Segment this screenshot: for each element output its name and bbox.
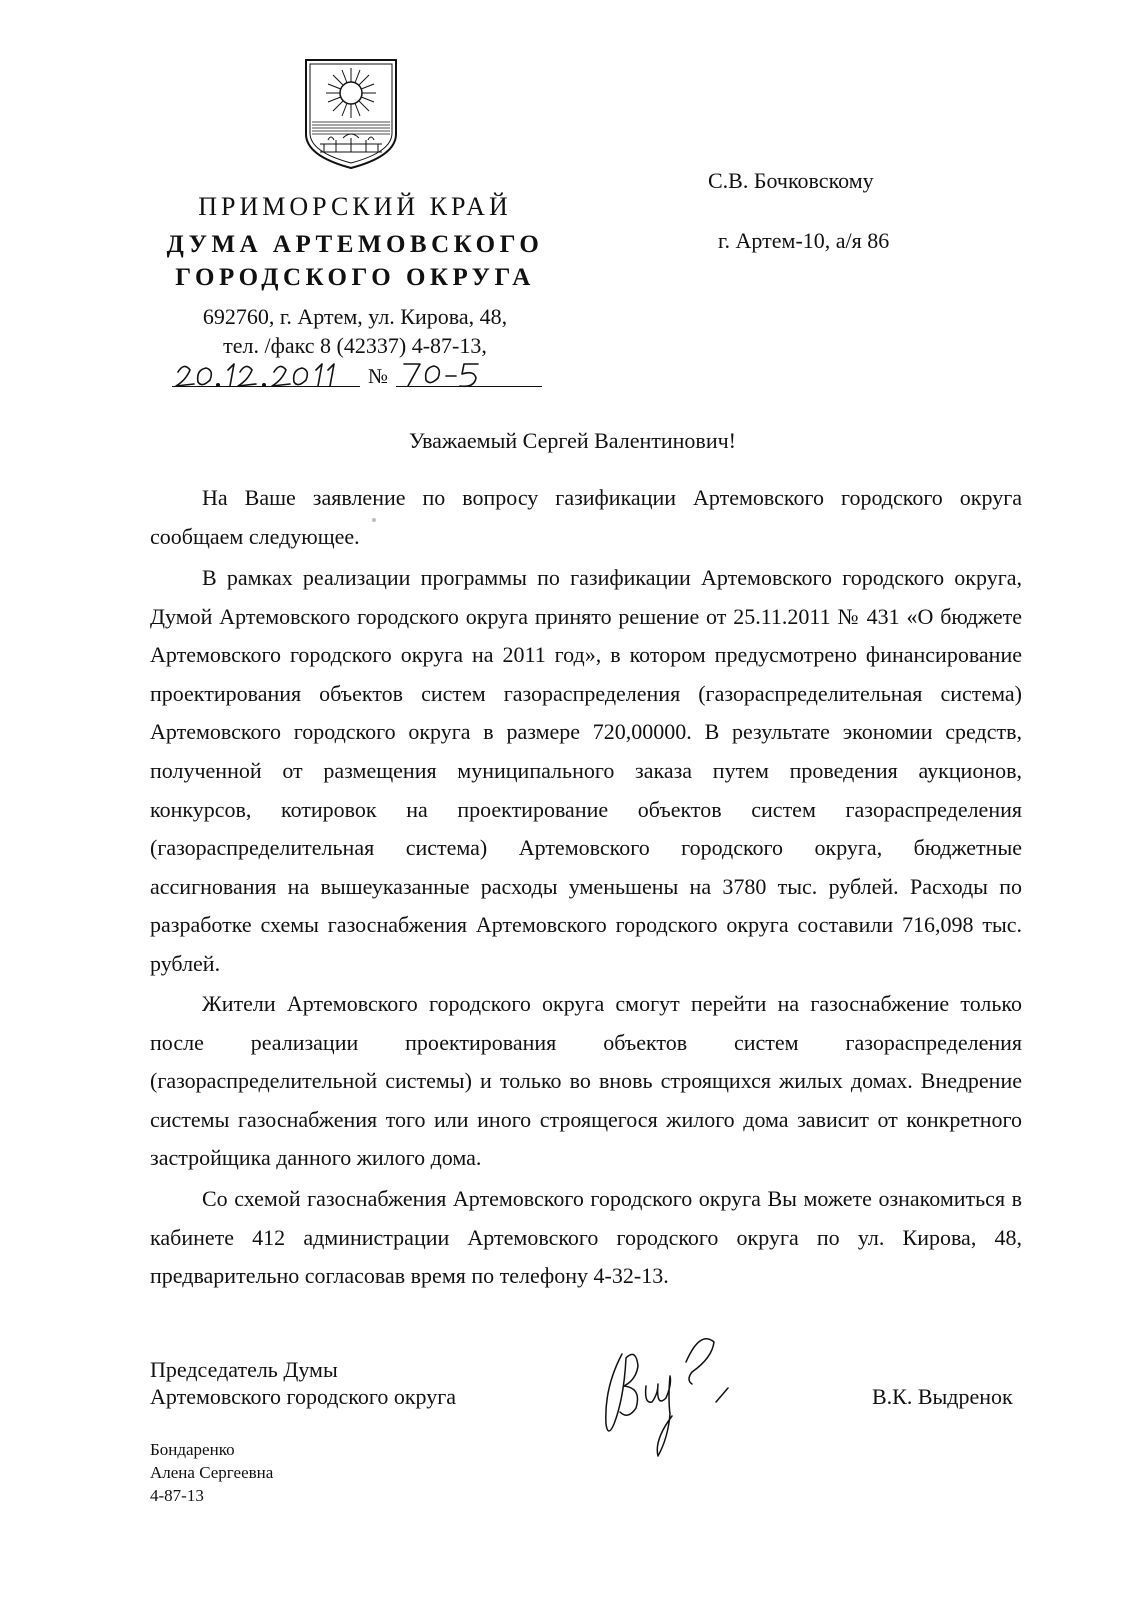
body-paragraph: На Ваше заявление по вопросу газификации Артемовского городского округа сообщаем следующее. bbox=[150, 485, 1022, 549]
number-sign: № bbox=[368, 364, 389, 388]
number-underline bbox=[396, 386, 542, 387]
executor-phone: 4-87-13 bbox=[150, 1486, 204, 1505]
coat-of-arms-icon bbox=[302, 56, 400, 172]
signatory-name: В.К. Выдренок bbox=[872, 1384, 1013, 1409]
salutation: Уважаемый Сергей Валентинович! bbox=[408, 428, 736, 453]
date-underline bbox=[172, 386, 360, 387]
body-paragraph: Жители Артемовского городского округа смогут перейти на газоснабжение только после реализации проектирования объектов систем газораспределения (газораспределительной системы) и только во вновь строящихся жилых домах. Внедрение системы газоснабжения того или иного строящегося жилого дома зависит от конкретного застройщика данного жилого дома. bbox=[150, 991, 1022, 1171]
organization-address: 692760, г. Артем, ул. Кирова, 48, bbox=[202, 304, 508, 329]
scan-speck bbox=[372, 518, 376, 522]
organization-name-line-1: ДУМА АРТЕМОВСКОГО bbox=[166, 231, 544, 258]
body-paragraph: В рамках реализации программы по газификации Артемовского городского округа, Думой Артемовского городского округа принято решение от 25.11.2011 № 431 «О бюджете Артемовского городского округа на 2011 год», в котором предусмотрено финансирование проектирования объектов систем газораспределения (газораспределительная система) Артемовского городского округа в размере 720,00000. В результате экономии средств, полученной от размещения муниципального заказа путем проведения аукционов, конкурсов, котировок на проектирование объектов систем газораспределения (газораспределительная система) Артемовского городского округа, бюджетные ассигнования на вышеуказанные расходы уменьшены на 3780 тыс. рублей. Расходы по разработке схемы газоснабжения Артемовского городского округа составили 716,098 тыс. рублей. bbox=[150, 565, 1022, 976]
recipient-name: С.В. Бочковскому bbox=[708, 168, 874, 193]
executor-given-names: Алена Сергеевна bbox=[150, 1463, 274, 1482]
handwritten-signature bbox=[596, 1328, 736, 1466]
region-name: ПРИМОРСКИЙ КРАЙ bbox=[198, 192, 512, 221]
organization-name-line-2: ГОРОДСКОГО ОКРУГА bbox=[175, 264, 535, 291]
organization-phone: тел. /факс 8 (42337) 4-87-13, bbox=[223, 333, 487, 358]
signatory-position-line-1: Председатель Думы bbox=[150, 1357, 338, 1382]
signatory-position-line-2: Артемовского городского округа bbox=[150, 1384, 457, 1409]
recipient-address: г. Артем-10, а/я 86 bbox=[718, 228, 890, 253]
executor-surname: Бондаренко bbox=[150, 1440, 235, 1459]
handwritten-date-and-number bbox=[172, 358, 542, 394]
body-paragraph: Со схемой газоснабжения Артемовского городского округа Вы можете ознакомиться в кабинете 412 администрации Артемовского городского округа по ул. Кирова, 48, предварительно согласовав время по телефону 4-32-13. bbox=[150, 1186, 1022, 1289]
